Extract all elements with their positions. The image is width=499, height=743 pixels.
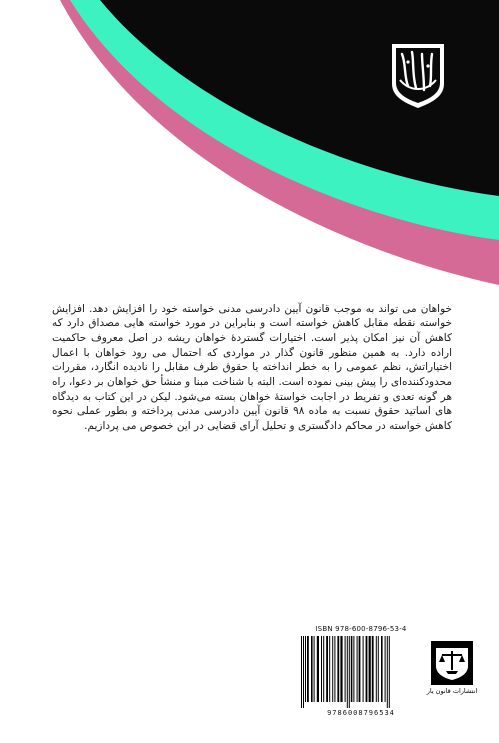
barcode-number: 9786008796534 [327,709,395,717]
publisher-name: انتشارات قانون یار [426,687,478,695]
isbn-barcode-block [298,625,428,720]
isbn-label: ISBN 978-600-8796-53-4 [315,625,407,633]
barcode-icon [299,636,423,708]
publisher-emblem-icon [388,40,448,110]
back-cover-blurb: خواهان می تواند به موجب قانون آیین دادرسی مدنی خواسته خود را افزایش دهد. افزایش خواسته نقطه مقابل کاهش خواسته است و بنابراین در مورد خواسته هایی مصداق دارد که کاهش آن نیز امکان پذیر است. اختیارات گستردهٔ خواهان ریشه در اصل معروف حاکمیت اراده دارد. به همین منظور قانون گذار در مواردی که احتمال می رود خواهان با اعمال اختیاراتش، نظم عمومی را به خطر انداخته یا حقوق طرف مقابل را نادیده انگارد، مقررات محدودکننده‌ای را پیش بینی نموده است. البته با شناخت مبنا و منشأ حق خواهان بر دعوا، راه هر گونه تعدی و تفریط در اجابت خواستهٔ خواهان بسته می‌شود. لیکن در این کتاب به دیدگاه های اساتید حقوق نسبت به ماده ۹۸ قانون آیین دادرسی مدنی پرداخته و بطور عملی نحوه کاهش خواسته در محاکم دادگستری و تحلیل آرای قضایی در این خصوص می پردازیم. [52,302,452,433]
publisher-logo-icon [430,640,474,686]
